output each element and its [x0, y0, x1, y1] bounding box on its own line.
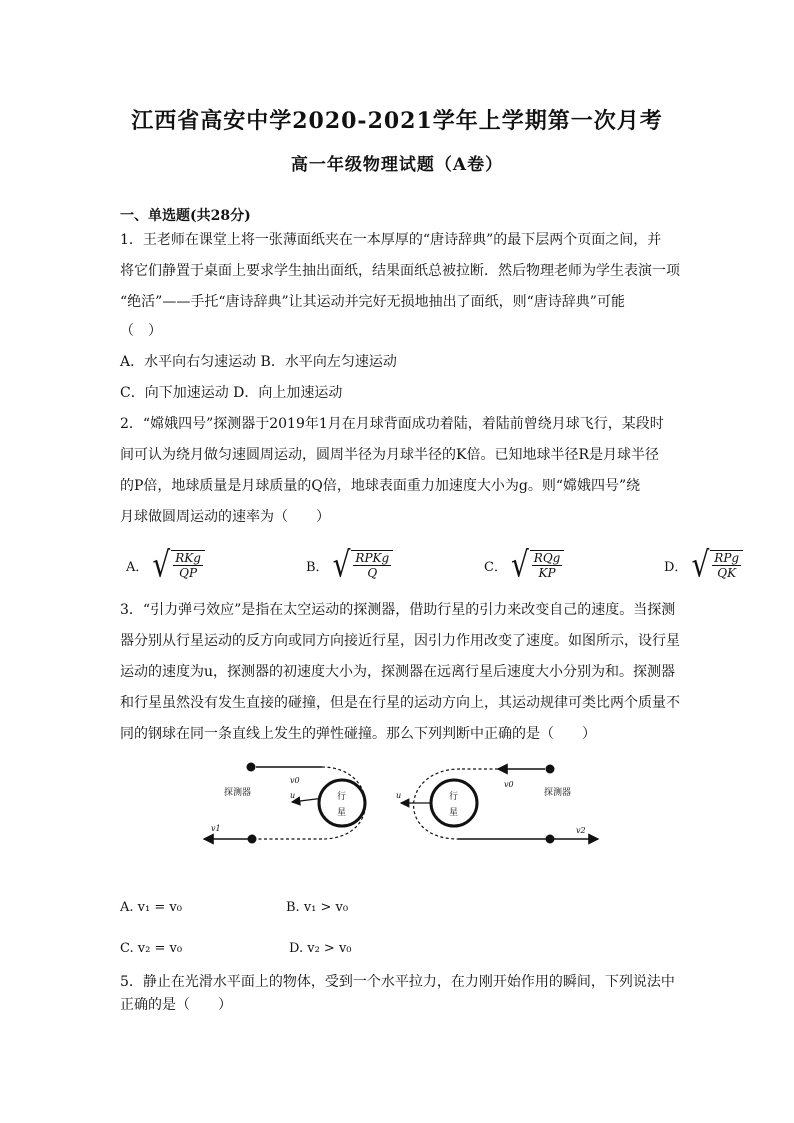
exam-title: 江西省高安中学2020-2021学年上学期第一次月考 — [131, 108, 663, 134]
sqrt-expression — [332, 543, 394, 585]
numerator: RKg — [175, 551, 201, 565]
sqrt-expression — [510, 543, 564, 585]
q2-option-a — [126, 543, 205, 585]
q3-answer-a — [120, 900, 182, 915]
planet-right — [431, 780, 477, 826]
q3-answer-c-label: C. — [120, 941, 134, 956]
v0-label-left: v0 — [290, 776, 300, 785]
denominator: Q — [367, 566, 378, 580]
numerator: RPg — [714, 551, 740, 565]
q1-line-3: “绝活”——手托“唐诗辞典”让其运动并完好无损地抽出了面纸，则“唐诗辞典”可能 — [120, 294, 625, 310]
probe-label-left: 探测器 — [224, 788, 252, 798]
q1-line-1: 1．王老师在课堂上将一张薄面纸夹在一本厚厚的“唐诗辞典”的最下层两个页面之间，并 — [120, 232, 662, 248]
q2-line-2: 间可认为绕月做匀速圆周运动，圆周半径为月球半径的K倍。已知地球半径R是月球半径 — [120, 447, 659, 463]
q3-answer-d — [289, 941, 352, 956]
radical-sign: √ — [152, 543, 171, 585]
numerator: RQg — [533, 551, 561, 565]
q3-line-1: 3．“引力弹弓效应”是指在太空运动的探测器，借助行星的引力来改变自己的速度。当探测 — [120, 602, 676, 618]
q2-line-4: 月球做圆周运动的速率为（ ） — [120, 509, 330, 525]
planet-label-right-top: 行 — [449, 792, 459, 802]
q2-option-d-label: D． — [664, 559, 688, 575]
denominator: QP — [179, 566, 198, 580]
q3-answer-d-label: D. — [289, 941, 304, 956]
section-heading-single-choice: 一、单选题(共28分) — [120, 208, 251, 224]
q3-answer-b-label: B. — [286, 900, 300, 915]
radical-sign: √ — [332, 543, 351, 585]
q1-options-cd: C．向下加速运动 D．向上加速运动 — [120, 385, 343, 401]
planet-left — [319, 780, 365, 826]
q1-options-ab: A．水平向右匀速运动 B．水平向左匀速运动 — [120, 354, 397, 370]
q2-option-b — [306, 543, 393, 585]
q2-option-c — [484, 543, 564, 585]
q3-answer-c-text: v₂ = v₀ — [137, 941, 183, 956]
slingshot-figure — [196, 755, 606, 865]
probe-end-left — [248, 835, 257, 844]
probe-start-left — [247, 763, 256, 772]
radical-sign: √ — [510, 543, 529, 585]
q3-line-3: 运动的速度为u，探测器的初速度大小为，探测器在远离行星后速度大小分别为和。探测器 — [120, 664, 676, 680]
u-label-right: u — [396, 791, 402, 800]
numerator: RPKg — [355, 551, 390, 565]
q2-option-b-label: B． — [306, 559, 329, 575]
fraction — [351, 550, 393, 580]
q3-answer-d-text: v₂ > v₀ — [307, 941, 352, 956]
fraction — [171, 550, 205, 580]
q2-option-d — [664, 543, 743, 585]
q3-answer-c — [120, 941, 182, 956]
v0-label-right: v0 — [504, 780, 514, 789]
q3-line-4: 和行星虽然没有发生直接的碰撞，但是在行星的运动方向上，其运动规律可类比两个质量不 — [120, 695, 680, 711]
q3-answer-a-text: v₁ = v₀ — [137, 900, 182, 915]
planet-label-left-top: 行 — [337, 792, 347, 802]
q3-line-2: 器分别从行星运动的反方向或同方向接近行星，因引力作用改变了速度。如图所示，设行星 — [120, 633, 680, 649]
q2-line-1: 2．“嫦娥四号”探测器于2019年1月在月球背面成功着陆，着陆前曾绕月球飞行，某段时 — [120, 416, 664, 432]
q5-line-2: 正确的是（ ） — [120, 997, 232, 1013]
q5-line-1: 5．静止在光滑水平面上的物体，受到一个水平拉力，在力刚开始作用的瞬间，下列说法中 — [120, 974, 675, 990]
q2-option-a-label: A． — [126, 559, 149, 575]
denominator: KP — [538, 566, 556, 580]
q2-option-c-label: C． — [484, 559, 507, 575]
q3-answer-b-text: v₁ > v₀ — [303, 900, 349, 915]
q3-answer-b — [286, 900, 348, 915]
v1-label: v1 — [211, 824, 221, 833]
probe-start-right — [546, 765, 555, 774]
q1-line-4: （ ） — [120, 323, 162, 339]
q3-answer-a-label: A. — [120, 900, 134, 915]
probe-label-right: 探测器 — [544, 788, 572, 798]
fraction — [710, 550, 743, 580]
planet-label-right-bottom: 星 — [449, 808, 459, 818]
q2-line-3: 的P倍，地球质量是月球质量的Q倍，地球表面重力加速度大小为g。则“嫦娥四号”绕 — [120, 478, 641, 494]
v2-label: v2 — [576, 826, 586, 835]
sqrt-expression — [152, 543, 205, 585]
sqrt-expression — [691, 543, 743, 585]
q1-line-2: 将它们静置于桌面上要求学生抽出面纸，结果面纸总被拉断．然后物理老师为学生表演一项 — [120, 263, 680, 279]
radical-sign: √ — [691, 543, 710, 585]
fraction — [530, 550, 565, 580]
exam-subtitle: 高一年级物理试题（A卷） — [290, 155, 504, 175]
planet-label-left-bottom: 星 — [337, 808, 347, 818]
denominator: QK — [717, 566, 737, 580]
u-label-left: u — [290, 791, 296, 800]
q3-line-5: 同的钢球在同一条直线上发生的弹性碰撞。那么下列判断中正确的是（ ） — [120, 726, 596, 742]
probe-end-right — [546, 835, 555, 844]
